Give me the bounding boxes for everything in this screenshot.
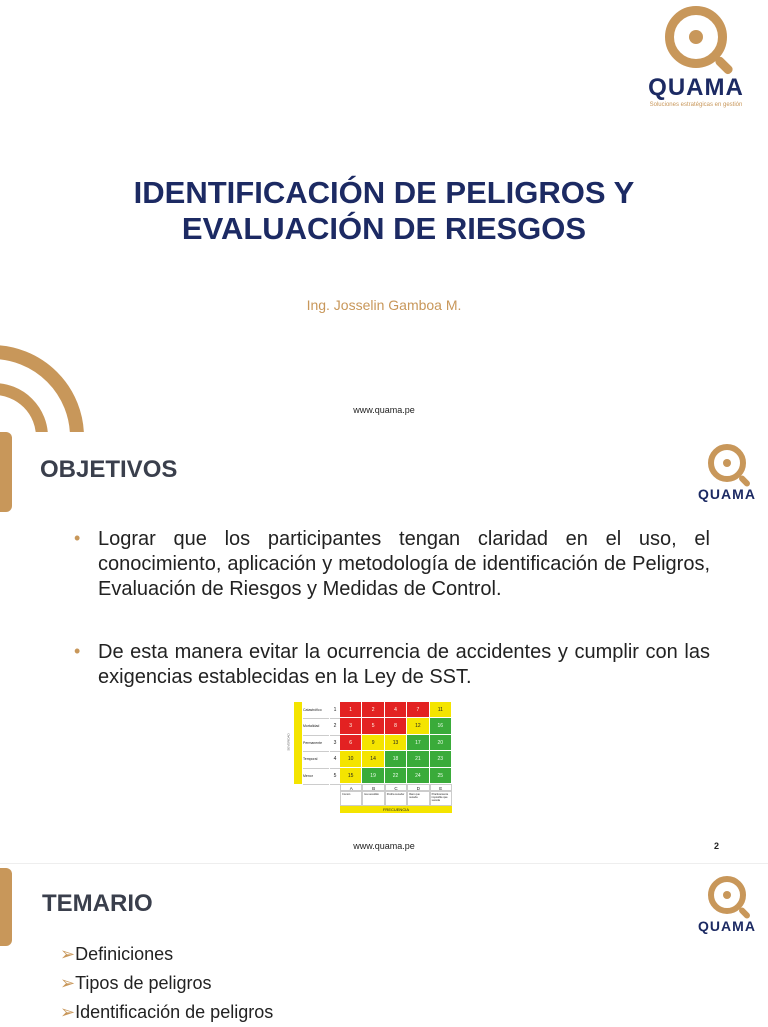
title-line-1: IDENTIFICACIÓN DE PELIGROS Y [133, 175, 635, 210]
frequency-column-description: Raro que suceda [407, 791, 429, 806]
severity-label: SEVERIDAD [286, 733, 291, 751]
quama-logo [640, 6, 752, 108]
page-number: 2 [714, 841, 720, 851]
risk-cell: 20 [430, 735, 452, 751]
brand-name: QUAMA [698, 486, 756, 502]
risk-cell: 14 [362, 751, 384, 767]
risk-cell: 21 [407, 751, 429, 767]
severity-row-number: 3 [330, 735, 340, 752]
frequency-column-letter: C [385, 784, 407, 791]
footer-url: www.quama.pe [353, 841, 415, 851]
accent-bar [0, 432, 12, 512]
risk-cell: 8 [385, 718, 407, 734]
risk-cell: 7 [407, 702, 429, 718]
frequency-column-letter: E [430, 784, 452, 791]
frequency-column-letter: B [362, 784, 384, 791]
frequency-column-letter: A [340, 784, 362, 791]
temario-item: ➢Tipos de peligros [60, 973, 212, 993]
risk-cell: 4 [385, 702, 407, 718]
quama-logo [690, 876, 764, 934]
frequency-column-description: Común [340, 791, 362, 806]
severity-row-label: Permanente [303, 735, 329, 752]
arrow-icon: ➢ [60, 973, 76, 993]
presentation-title [0, 175, 768, 247]
bullet-item: • Lograr que los participantes tengan claridad en el uso, el conocimiento, aplicación y metodología de identificación de Peligros, Evaluación de Riesgos y Medidas de Control. [74, 528, 710, 600]
frequency-column-letter: D [407, 784, 429, 791]
risk-cell: 12 [407, 718, 429, 734]
risk-cell: 6 [340, 735, 362, 751]
accent-bar [0, 868, 12, 946]
severity-row-number: 2 [330, 718, 340, 735]
severity-row-label: Menor [303, 768, 329, 785]
frequency-column-description: Podría suceder [385, 791, 407, 806]
slide-heading: TEMARIO [42, 890, 153, 917]
severity-row-number: 5 [330, 768, 340, 785]
risk-cell: 25 [430, 768, 452, 784]
risk-matrix [286, 702, 452, 814]
q-logo-icon [708, 876, 746, 914]
q-logo-icon [665, 6, 727, 68]
temario-list [60, 940, 273, 1027]
slide-heading: OBJETIVOS [40, 456, 178, 483]
risk-cell: 23 [430, 751, 452, 767]
arrow-icon: ➢ [60, 1002, 76, 1022]
brand-tagline: Soluciones estratégicas en gestión [649, 102, 743, 108]
risk-cell: 16 [430, 718, 452, 734]
risk-cell: 1 [340, 702, 362, 718]
risk-cell: 22 [385, 768, 407, 784]
frequency-label: FRECUENCIA [340, 806, 452, 813]
risk-cell: 13 [385, 735, 407, 751]
risk-cell: 17 [407, 735, 429, 751]
risk-cell: 18 [385, 751, 407, 767]
brand-name: QUAMA [698, 918, 756, 934]
title-slide [0, 0, 768, 432]
arrow-icon: ➢ [60, 944, 76, 964]
severity-row-number: 4 [330, 751, 340, 768]
bullet-dot: • [74, 528, 81, 548]
frequency-column-description: Ha sucedido [362, 791, 384, 806]
severity-side-label [294, 702, 302, 784]
q-logo-icon [708, 444, 746, 482]
risk-cell: 5 [362, 718, 384, 734]
risk-cell: 10 [340, 751, 362, 767]
risk-cell: 3 [340, 718, 362, 734]
frequency-column-description: Prácticamente imposible que suceda [430, 791, 452, 806]
footer-url: www.quama.pe [353, 405, 415, 415]
risk-cell: 9 [362, 735, 384, 751]
bullet-item: • De esta manera evitar la ocurrencia de accidentes y cumplir con las exigencias establecidas en la Ley de SST. [74, 641, 710, 688]
severity-row-number: 1 [330, 702, 340, 719]
risk-cell: 2 [362, 702, 384, 718]
quama-logo [690, 444, 764, 502]
risk-cell: 15 [340, 768, 362, 784]
severity-row-label: Catastrófico [303, 702, 329, 719]
risk-cell: 24 [407, 768, 429, 784]
risk-cell: 11 [430, 702, 452, 718]
risk-cell: 19 [362, 768, 384, 784]
temario-item: ➢Identificación de peligros [60, 1002, 274, 1022]
title-line-2: EVALUACIÓN DE RIESGOS [181, 211, 587, 246]
severity-row-label: Temporal [303, 751, 329, 768]
bullet-dot: • [74, 641, 81, 661]
temario-item: ➢Definiciones [60, 944, 174, 964]
brand-name: QUAMA [648, 74, 744, 101]
severity-row-label: Mortalidad [303, 718, 329, 735]
author-name: Ing. Josselin Gamboa M. [306, 297, 462, 313]
